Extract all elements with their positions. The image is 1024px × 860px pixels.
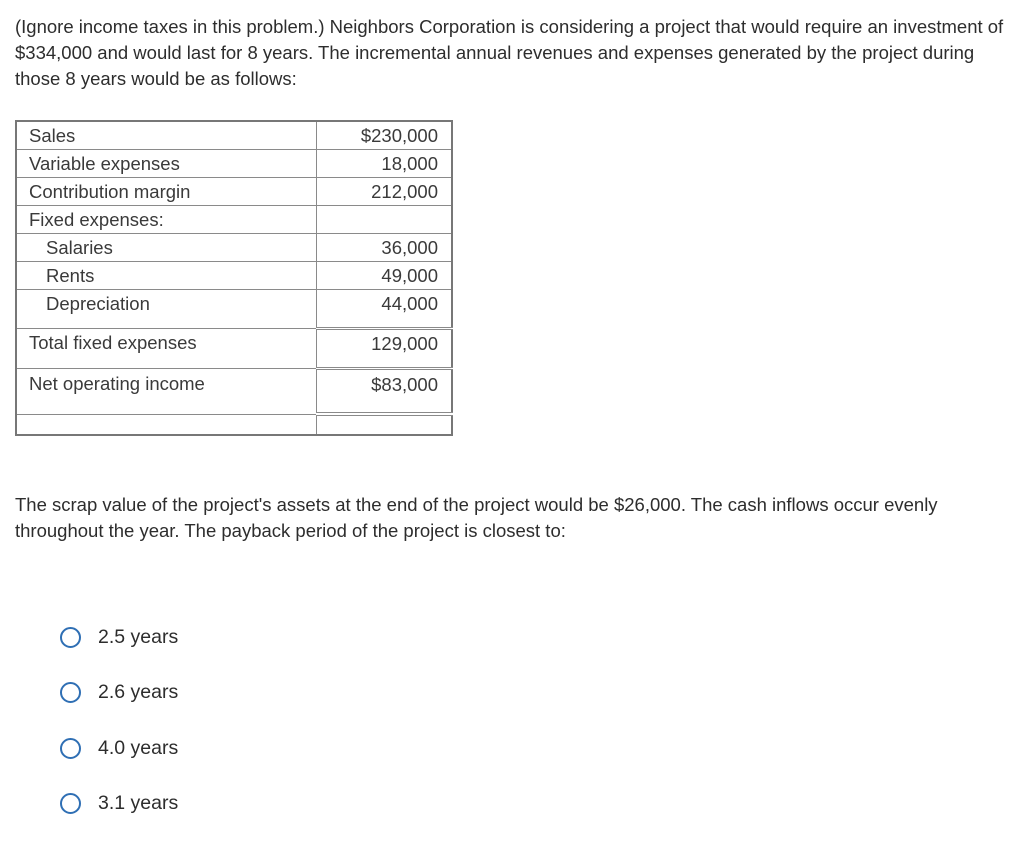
table-row — [16, 206, 452, 234]
empty-cell — [16, 414, 316, 435]
variable-expenses-label: Variable expenses — [16, 150, 316, 178]
net-operating-income-amount: $83,000 — [316, 369, 452, 415]
contribution-margin-amount: 212,000 — [316, 178, 452, 206]
empty-cell — [316, 206, 452, 234]
table-row — [16, 290, 452, 329]
radio-button-icon[interactable] — [60, 793, 81, 814]
income-statement-table — [15, 120, 453, 436]
table-row — [16, 329, 452, 369]
answer-option-1[interactable] — [60, 610, 178, 665]
depreciation-label: Depreciation — [16, 290, 316, 329]
rents-label: Rents — [16, 262, 316, 290]
empty-cell — [316, 414, 452, 435]
table-row — [16, 121, 452, 150]
question-intro: (Ignore income taxes in this problem.) Neighbors Corporation is considering a project that would require an investment of $334,000 and would last for 8 years. The incremental annual revenues and expenses generated by the project during those 8 years would be as follows: — [15, 16, 1004, 89]
table-row — [16, 178, 452, 206]
answer-option-label[interactable]: 2.6 years — [98, 681, 179, 704]
sales-label: Sales — [16, 121, 316, 150]
net-operating-income-label: Net operating income — [16, 369, 316, 415]
answer-option-3[interactable] — [60, 721, 178, 776]
salaries-amount: 36,000 — [316, 234, 452, 262]
answer-options — [60, 610, 178, 831]
radio-button-icon[interactable] — [60, 682, 81, 703]
table-row — [16, 262, 452, 290]
fixed-expenses-header: Fixed expenses: — [16, 206, 316, 234]
question-followup: The scrap value of the project's assets at the end of the project would be $26,000. The cash inflows occur evenly throughout the year. The payback period of the project is closest to: — [15, 494, 938, 541]
answer-option-label[interactable]: 2.5 years — [98, 626, 179, 649]
answer-option-label[interactable]: 4.0 years — [98, 736, 179, 759]
rents-amount: 49,000 — [316, 262, 452, 290]
total-fixed-expenses-label: Total fixed expenses — [16, 329, 316, 369]
radio-button-icon[interactable] — [60, 627, 81, 648]
total-fixed-expenses-amount: 129,000 — [316, 329, 452, 369]
answer-option-label[interactable]: 3.1 years — [98, 792, 179, 815]
table-row — [16, 414, 452, 435]
answer-option-2[interactable] — [60, 665, 178, 720]
variable-expenses-amount: 18,000 — [316, 150, 452, 178]
depreciation-amount: 44,000 — [316, 290, 452, 329]
radio-button-icon[interactable] — [60, 738, 81, 759]
table-row — [16, 150, 452, 178]
table-row — [16, 234, 452, 262]
sales-amount: $230,000 — [316, 121, 452, 150]
contribution-margin-label: Contribution margin — [16, 178, 316, 206]
salaries-label: Salaries — [16, 234, 316, 262]
table-row — [16, 369, 452, 415]
answer-option-4[interactable] — [60, 776, 178, 831]
